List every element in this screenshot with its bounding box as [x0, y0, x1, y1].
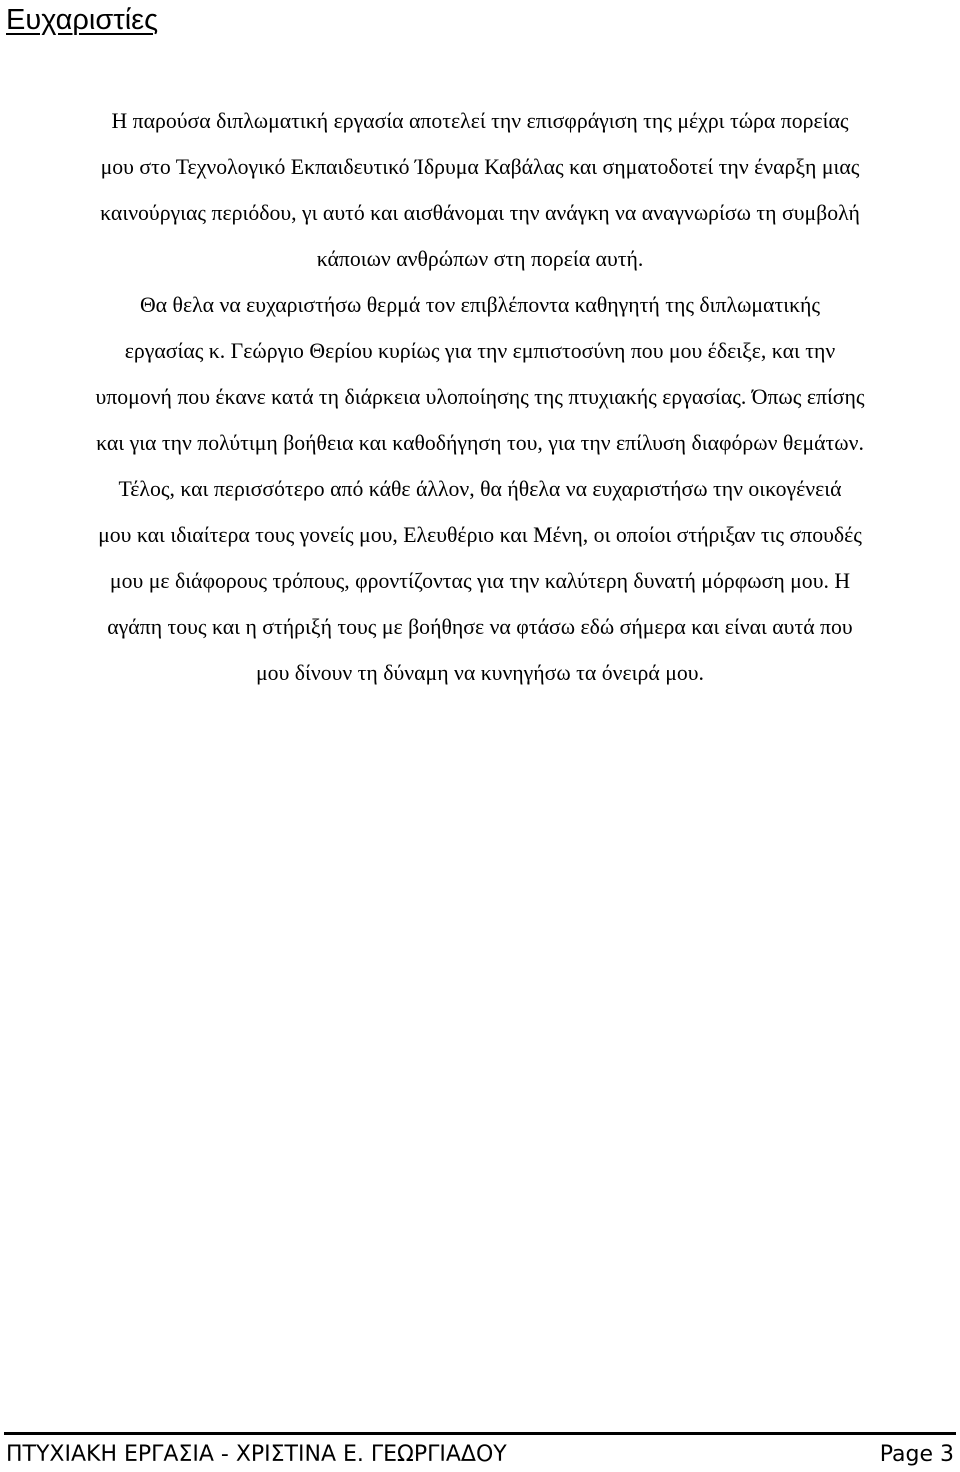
text-line: υπομονή που έκανε κατά τη διάρκεια υλοποίησης της πτυχιακής εργασίας. Όπως επίσης: [95, 385, 865, 409]
text-line: αγάπη τους και η στήριξή τους με βοήθησε να φτάσω εδώ σήμερα και είναι αυτά που: [107, 615, 853, 639]
footer-author: ΠΤΥΧΙΑΚΗ ΕΡΓΑΣΙΑ - ΧΡΙΣΤΙΝΑ Ε. ΓΕΩΡΓΙΑΔΟΥ: [6, 1442, 507, 1467]
text-line: Η παρούσα διπλωματική εργασία αποτελεί την επισφράγιση της μέχρι τώρα πορείας: [111, 109, 849, 133]
text-line: Θα θελα να ευχαριστήσω θερμά τον επιβλέποντα καθηγητή της διπλωματικής: [139, 293, 821, 317]
text-line: μου στο Τεχνολογικό Εκπαιδευτικό Ίδρυμα Καβάλας και σηματοδοτεί την έναρξη μιας: [100, 155, 860, 179]
text-line: μου και ιδιαίτερα τους γονείς μου, Ελευθέριο και Μένη, οι οποίοι στήριξαν τις σπουδές: [98, 523, 862, 547]
text-line: μου με διάφορους τρόπους, φροντίζοντας για την καλύτερη δυνατή μόρφωση μου. Η: [109, 569, 851, 593]
page-title: Ευχαριστίες: [6, 4, 159, 36]
text-line: Τέλος, και περισσότερο από κάθε άλλον, θα ήθελα να ευχαριστήσω την οικογένειά: [118, 477, 842, 501]
page-number: Page 3: [879, 1442, 954, 1467]
text-line: καινούργιας περιόδου, γι αυτό και αισθάνομαι την ανάγκη να αναγνωρίσω τη συμβολή: [100, 201, 860, 225]
text-line: και για την πολύτιμη βοήθεια και καθοδήγηση του, για την επίλυση διαφόρων θεμάτων.: [96, 431, 864, 455]
text-line: εργασίας κ. Γεώργιο Θερίου κυρίως για την εμπιστοσύνη που μου έδειξε, και την: [124, 339, 836, 363]
text-line: κάποιων ανθρώπων στη πορεία αυτή.: [316, 247, 644, 271]
text-line: μου δίνουν τη δύναμη να κυνηγήσω τα όνειρά μου.: [256, 661, 704, 685]
footer-divider: [4, 1432, 956, 1435]
